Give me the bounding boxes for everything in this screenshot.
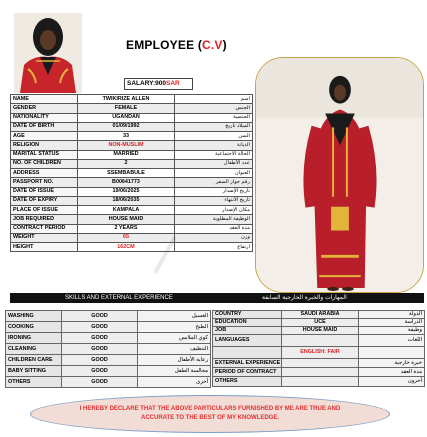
experience-value: SAUDI ARABIA <box>282 311 359 319</box>
table-row <box>6 377 211 388</box>
skill-level: GOOD <box>62 344 138 355</box>
experience-value: UCE <box>282 319 359 327</box>
field-label-arabic: الديانة <box>175 141 253 150</box>
experience-value: HOUSE MAID <box>282 327 359 335</box>
table-row <box>213 377 425 387</box>
table-row <box>6 366 211 377</box>
experience-label-arabic: أخرون <box>359 377 425 387</box>
table-row <box>11 132 253 141</box>
field-label: NATIONALITY <box>11 113 78 122</box>
field-label: NO. OF CHILDREN <box>11 159 78 168</box>
skill-name: BABY SITTING <box>6 366 62 377</box>
field-label-arabic: الوظيفة المطلوبة <box>175 215 253 224</box>
table-row <box>213 327 425 335</box>
field-value: 65 <box>78 233 175 242</box>
skill-name: CLEANING <box>6 344 62 355</box>
table-row <box>11 159 253 168</box>
skill-level: GOOD <box>62 311 138 322</box>
watermark-icon <box>150 235 180 275</box>
experience-value: ENGLISH: FAIR <box>282 347 359 359</box>
experience-table <box>212 310 425 387</box>
field-value: KAMPALA <box>78 206 175 215</box>
experience-label <box>213 347 282 359</box>
field-label-arabic: عدد الأطفال <box>175 159 253 168</box>
field-label: JOB REQUIRED <box>11 215 78 224</box>
table-row <box>213 359 425 368</box>
table-row <box>11 196 253 205</box>
field-label-arabic: العنوان <box>175 169 253 178</box>
field-value: 19/06/2025 <box>78 187 175 196</box>
skill-name-arabic: أخرى <box>138 377 211 388</box>
field-label-arabic: الميلاد تاريخ <box>175 122 253 131</box>
salary-box <box>124 78 193 90</box>
page-title <box>126 38 227 52</box>
field-label: NAME <box>11 95 78 104</box>
experience-label: JOB <box>213 327 282 335</box>
experience-label: PERIOD OF CONTRACT <box>213 368 282 377</box>
skill-level: GOOD <box>62 355 138 366</box>
table-row <box>11 169 253 178</box>
table-row <box>11 113 253 122</box>
experience-label: OTHERS <box>213 377 282 387</box>
field-label-arabic: مكان الإصدار <box>175 206 253 215</box>
declaration-banner <box>30 395 390 433</box>
portrait-photo <box>14 13 82 93</box>
table-row <box>11 122 253 131</box>
experience-value <box>282 368 359 377</box>
table-row <box>213 319 425 327</box>
table-row <box>213 347 425 359</box>
field-value: FEMALE <box>78 104 175 113</box>
skill-name: COOKING <box>6 322 62 333</box>
field-label: RELIGION <box>11 141 78 150</box>
table-row <box>11 95 253 104</box>
skill-level: GOOD <box>62 333 138 344</box>
skill-name-arabic: كوي الملابس <box>138 333 211 344</box>
skill-name-arabic: التنظيف <box>138 344 211 355</box>
field-label: DATE OF EXPIRY <box>11 196 78 205</box>
table-row <box>6 311 211 322</box>
field-value: UGANDAN <box>78 113 175 122</box>
table-row <box>11 187 253 196</box>
title-cv: C.V <box>202 38 223 52</box>
table-row <box>213 311 425 319</box>
table-row <box>11 150 253 159</box>
field-label-arabic: وزن <box>175 233 253 242</box>
salary-currency: SAR <box>166 80 180 87</box>
field-value: NON-MUSLIM <box>78 141 175 150</box>
field-value: 01/09/1992 <box>78 122 175 131</box>
title-end: ) <box>222 38 227 52</box>
skill-name-arabic: الطبخ <box>138 322 211 333</box>
field-label: GENDER <box>11 104 78 113</box>
field-value: HOUSE MAID <box>78 215 175 224</box>
field-value: 33 <box>78 132 175 141</box>
skill-name: IRONING <box>6 333 62 344</box>
experience-label-arabic <box>359 347 425 359</box>
experience-label-arabic: الدراسة <box>359 319 425 327</box>
skills-header-english: SKILLS AND EXTERNAL EXPERIENCE <box>65 295 173 301</box>
field-label-arabic: رقم جواز السفر <box>175 178 253 187</box>
salary-label: SALARY:900 <box>127 80 167 87</box>
field-label-arabic: مدة العقد <box>175 224 253 233</box>
declaration-line-1: I HEREBY DECLARE THAT THE ABOVE PARTICULARS FURNISHED BY ME ARE TRUE AND <box>79 406 341 412</box>
table-row <box>213 335 425 347</box>
table-row <box>6 355 211 366</box>
table-row <box>11 224 253 233</box>
experience-label-arabic: الدولة <box>359 311 425 319</box>
experience-value <box>282 335 359 347</box>
field-value: MARRIED <box>78 150 175 159</box>
field-label-arabic: الحالة الاجتماعية <box>175 150 253 159</box>
skills-header-arabic: المهارات والخبرة الخارجية السابقة <box>262 295 347 301</box>
experience-value <box>282 377 359 387</box>
skill-name: WASHING <box>6 311 62 322</box>
field-label: AGE <box>11 132 78 141</box>
field-label-arabic: الجنس <box>175 104 253 113</box>
skill-name: OTHERS <box>6 377 62 388</box>
field-value: TWIKIRIZE ALLEN <box>78 95 175 104</box>
table-row <box>11 206 253 215</box>
table-row <box>11 104 253 113</box>
field-label: PASSPORT NO. <box>11 178 78 187</box>
field-label: WEIGHT <box>11 233 78 242</box>
full-body-photo <box>255 57 424 293</box>
table-row <box>213 368 425 377</box>
field-value: 2 YEARS <box>78 224 175 233</box>
skill-level: GOOD <box>62 322 138 333</box>
field-value: 162CM <box>78 243 175 252</box>
field-label: HEIGHT <box>11 243 78 252</box>
personal-details-table <box>10 94 253 252</box>
experience-label: LANGUAGES <box>213 335 282 347</box>
declaration-line-2: ACCURATE TO THE BEST OF MY KNOWLEDGE. <box>140 415 279 421</box>
field-value: 2 <box>78 159 175 168</box>
field-label: DATE OF BIRTH <box>11 122 78 131</box>
table-row <box>11 243 253 252</box>
table-row <box>11 141 253 150</box>
field-value: 18/06/2035 <box>78 196 175 205</box>
table-row <box>6 344 211 355</box>
experience-label: EDUCATION <box>213 319 282 327</box>
field-label-arabic: السن <box>175 132 253 141</box>
experience-label-arabic: اللغات <box>359 335 425 347</box>
skills-table <box>5 310 211 388</box>
experience-label-arabic: وظيفة <box>359 327 425 335</box>
field-value: B00641773 <box>78 178 175 187</box>
skills-header-bar <box>10 293 424 303</box>
field-label-arabic: ارتفاع <box>175 243 253 252</box>
table-row <box>11 178 253 187</box>
skill-name-arabic: مجالسة الطفل <box>138 366 211 377</box>
field-label: DATE OF ISSUE <box>11 187 78 196</box>
experience-label-arabic: مدة العقد <box>359 368 425 377</box>
field-label-arabic: اسم <box>175 95 253 104</box>
table-row <box>11 233 253 242</box>
field-label: PLACE OF ISSUE <box>11 206 78 215</box>
experience-label-arabic: خبرة خارجية <box>359 359 425 368</box>
field-label: MARITAL STATUS <box>11 150 78 159</box>
skill-name-arabic: رعاية الأطفال <box>138 355 211 366</box>
field-label: ADDRESS <box>11 169 78 178</box>
skill-name-arabic: الغسيل <box>138 311 211 322</box>
field-label-arabic: الجنسية <box>175 113 253 122</box>
skill-level: GOOD <box>62 366 138 377</box>
experience-label: EXTERNAL EXPERIENCE <box>213 359 282 368</box>
table-row <box>11 215 253 224</box>
field-label-arabic: تاريخ الانتهاء <box>175 196 253 205</box>
skill-level: GOOD <box>62 377 138 388</box>
field-label-arabic: تاريخ الإصدار <box>175 187 253 196</box>
experience-value <box>282 359 359 368</box>
experience-label: COUNTRY <box>213 311 282 319</box>
table-row <box>6 333 211 344</box>
field-label: CONTRACT PERIOD <box>11 224 78 233</box>
field-value: SSEMBABULE <box>78 169 175 178</box>
skill-name: CHILDREN CARE <box>6 355 62 366</box>
table-row <box>6 322 211 333</box>
title-text: EMPLOYEE ( <box>126 38 203 52</box>
